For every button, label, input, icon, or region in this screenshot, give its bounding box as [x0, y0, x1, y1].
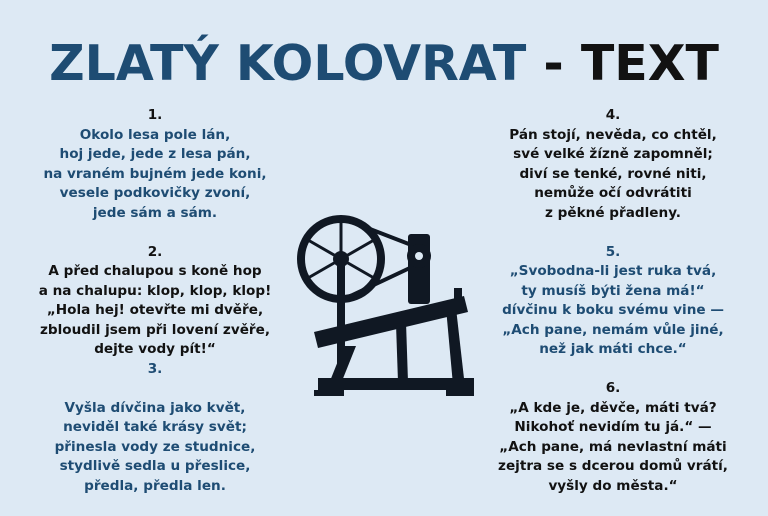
verse-line: z pěkné přadleny.	[545, 204, 681, 221]
verse-line: Pán stojí, nevěda, co chtěl,	[509, 126, 717, 143]
stanza-number: 1.	[147, 107, 163, 123]
page-title-suffix: - TEXT	[526, 35, 719, 92]
verse-line: „Svobodna-li jest ruka tvá,	[509, 263, 717, 279]
verse-line: stydlivě sedla u přeslice,	[59, 458, 251, 474]
stanza-3	[5, 360, 305, 497]
stanza-5	[463, 243, 763, 360]
verse-line: přinesla vody ze studnice,	[54, 438, 256, 455]
verse-line: diví se tenké, rovné niti,	[519, 165, 707, 182]
verse-line: neviděl také krásy svět;	[63, 419, 247, 435]
verse-line: zbloudil jsem při lovení zvěře,	[39, 321, 271, 338]
spinning-wheel-icon	[296, 204, 476, 404]
verse-line: předla, předla len.	[84, 477, 226, 494]
verse-line: hoj jede, jede z lesa pán,	[59, 146, 251, 162]
verse-line: své velké žízně zapomněl;	[513, 146, 713, 162]
verse-line: A před chalupou s koně hop	[48, 263, 262, 279]
stanza-1	[5, 106, 305, 223]
stanza-4	[463, 106, 763, 223]
verse-line: na vraném bujném jede koni,	[43, 165, 267, 182]
verse-line: Vyšla dívčina jako květ,	[64, 399, 246, 416]
stanza-2	[5, 243, 305, 360]
verse-line: zejtra se s dcerou domů vrátí,	[498, 458, 728, 474]
right-column	[463, 106, 763, 496]
verse-line: a na chalupu: klop, klop, klop!	[38, 282, 272, 299]
verse-line: „Hola hej! otevřte mi dvěře,	[46, 302, 264, 318]
stanza-number: 2.	[147, 243, 163, 260]
stanza-6	[463, 379, 763, 496]
verse-line: „Ach pane, má nevlastní máti	[499, 438, 727, 455]
verse-line: „A kde je, děvče, máti tvá?	[509, 399, 717, 416]
verse-line: jede sám a sám.	[92, 204, 218, 221]
stanza-number: 6.	[605, 380, 621, 396]
verse-line: ty musíš býti žena má!“	[521, 282, 705, 299]
stanza-number: 5.	[605, 243, 621, 260]
verse-line: nemůže očí odvrátiti	[534, 185, 692, 201]
left-column	[5, 106, 305, 496]
stanza-number: 3.	[147, 360, 163, 377]
verse-line: „Ach pane, nemám vůle jiné,	[502, 321, 724, 338]
verse-line: dívčinu k boku svému vine —	[502, 302, 724, 318]
verse-line: než jak máti chce.“	[539, 341, 687, 357]
verse-line: vesele podkovičky zvoní,	[59, 185, 251, 201]
stanza-number: 4.	[605, 107, 621, 123]
verse-line: Okolo lesa pole lán,	[79, 126, 231, 143]
verse-line: Nikohoť nevidím tu já.“ —	[514, 419, 712, 435]
verse-line: vyšly do města.“	[548, 477, 678, 494]
verse-line: dejte vody pít!“	[94, 341, 216, 357]
page-title-main: ZLATÝ KOLOVRAT	[49, 35, 527, 92]
page-title	[0, 36, 768, 92]
